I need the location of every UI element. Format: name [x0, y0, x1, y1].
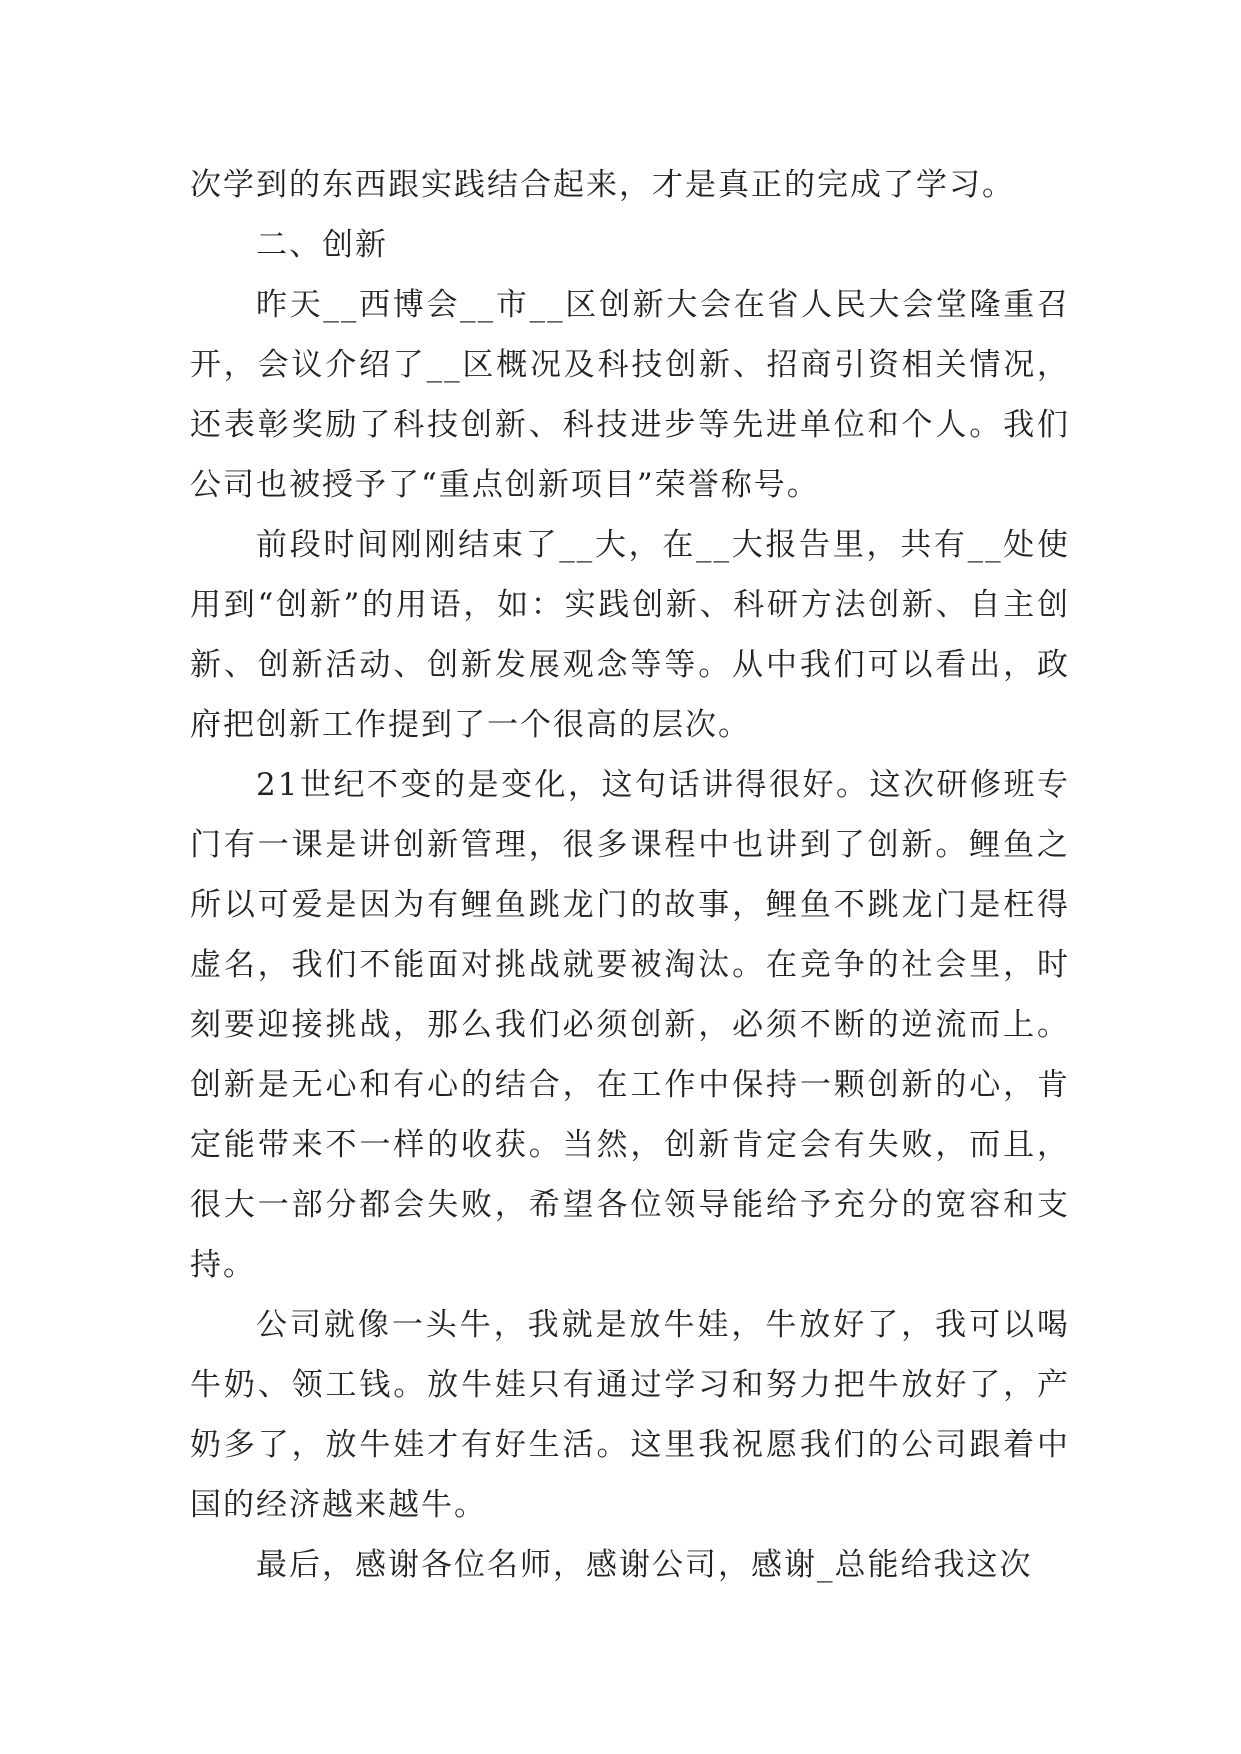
- paragraph-innovation-change: 21世纪不变的是变化，这句话讲得很好。这次研修班专门有一课是讲创新管理，很多课程中也讲到了创新。鲤鱼之所以可爱是因为有鲤鱼跳龙门的故事，鲤鱼不跳龙门是枉得虚名，我们不能面对挑战就要被淘汰。在竞争的社会里，时刻要迎接挑战，那么我们必须创新，必须不断的逆流而上。创新是无心和有心的结合，在工作中保持一颗创新的心，肯定能带来不一样的收获。当然，创新肯定会有失败，而且，很大一部分都会失败，希望各位领导能给予充分的宽容和支持。: [190, 767, 1070, 1283]
- paragraph-innovation-conference: 昨天__西博会__市__区创新大会在省人民大会堂隆重召开，会议介绍了__区概况及科技创新、招商引资相关情况，还表彰奖励了科技创新、科技进步等先进单位和个人。我们公司也被授予了“重点创新项目”荣誉称号。: [190, 287, 1070, 503]
- paragraph-innovation-report: 前段时间刚刚结束了__大，在__大报告里，共有__处使用到“创新”的用语，如：实践创新、科研方法创新、自主创新、创新活动、创新发展观念等等。从中我们可以看出，政府把创新工作提到了一个很高的层次。: [190, 527, 1070, 743]
- paragraph-thanks: 最后，感谢各位名师，感谢公司，感谢_总能给我这次: [256, 1547, 1033, 1583]
- paragraph-company-cow: 公司就像一头牛，我就是放牛娃，牛放好了，我可以喝牛奶、领工钱。放牛娃只有通过学习和努力把牛放好了，产奶多了，放牛娃才有好生活。这里我祝愿我们的公司跟着中国的经济越来越牛。: [190, 1307, 1070, 1523]
- section-heading-innovation: 二、创新: [256, 227, 388, 263]
- document-body: [190, 155, 1070, 1595]
- paragraph-continuation: 次学到的东西跟实践结合起来，才是真正的完成了学习。: [190, 167, 1015, 203]
